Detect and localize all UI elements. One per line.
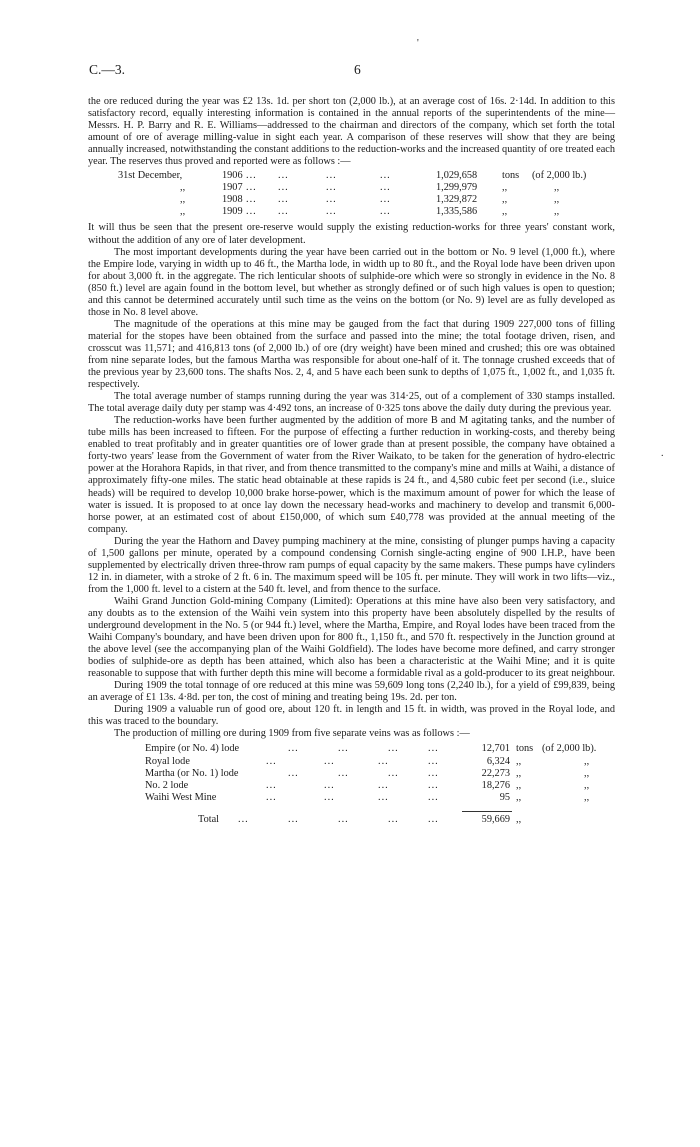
leader-dots: ... xyxy=(380,170,391,182)
paragraph-grand-junction: Waihi Grand Junction Gold-mining Company (Limited): Operations at this mine have also been very satisfactory, and any doubts as to the extension of the Waihi vein system into this property have been absolutely dispelled by the results of underground development in the No. 5 (or 944 ft.) level, where the Martha, Empire, and Royal lodes have been traced from the Waihi Company's boundary, and have been driven upon for 800 ft., 1,150 ft., and 570 ft. respectively in the Junction ground at the above level (see the accompanying plan of the Waihi Goldfield). The lodes have become more defined, and carry stronger bodies of sulphide-ore as depth has been attained, which also has been a characteristic at the Waihi Mine; and it is quite reasonable to suppose that with further depth this mine will become a formidable rival as a gold-producer to its great neighbour. xyxy=(88,595,615,680)
paragraph-developments: The most important developments during the year have been carried out in the bottom or No. 9 level (1,000 ft.), where the Empire lode, varying in width up to 46 ft., the Martha lode, in width up to 80 ft., and the Royal lode have been driven upon for about 3,000 ft. in the aggregate. The rich lenticular shoots of sulphide-ore which were so strongly in evidence in the No. 8 (850 ft.) level are again found in the bottom level, but whether as strongly defined or of such high values is open to question; and this cannot be determined accurately until such time as the veins on the bottom (or No. 9) level are as fully developed as those in No. 8 level above. xyxy=(88,246,615,318)
paragraph-pumping: During the year the Hathorn and Davey pumping machinery at the mine, consisting of plunger pumps having a capacity of 1,500 gallons per minute, operated by a compound condensing Cornish single-acting engine of 900 I.H.P., have been supplemented by electrically driven three-throw ram pumps of equal capacity by the same makers. These pumps have cylinders 12 in. in diameter, with a stroke of 2 ft. 6 in. The maximum speed will be 105 ft. per minute. They will work in two lifts—viz., from the 1,000 ft. level to a cistern at the 540 ft. level, and from thence to the surface. xyxy=(88,535,615,595)
paragraph-production-intro: The production of milling ore during 1909 from five separate veins was as follows :— xyxy=(114,728,470,740)
leader-dots: ... xyxy=(246,182,257,194)
ditto-mark: ,, xyxy=(516,813,522,825)
leader-dots: ... xyxy=(378,779,389,791)
reserves-year: 1906 xyxy=(222,170,243,182)
lode-tonnage: 6,324 xyxy=(486,755,510,767)
page-header xyxy=(0,62,700,78)
leader-dots: ... xyxy=(266,755,277,767)
lode-name: Empire (or No. 4) lode xyxy=(145,743,240,755)
production-total-row xyxy=(88,814,615,826)
body-text xyxy=(88,96,615,826)
leader-dots: ... xyxy=(428,743,439,755)
reserves-row xyxy=(88,194,615,206)
ditto-mark: ,, xyxy=(584,767,590,779)
total-tonnage: 59,669 xyxy=(481,813,510,825)
production-row xyxy=(88,780,615,792)
page-number: 6 xyxy=(354,62,361,77)
leader-dots: ... xyxy=(246,170,257,182)
production-row xyxy=(88,768,615,780)
ditto-mark: ,, xyxy=(502,194,508,206)
paragraph-stamps: The total average number of stamps running during the year was 314·25, out of a complement of 330 stamps installed. The total average daily duty per stamp was 4·492 tons, an increase of 0·325 tons above the daily duty during the previous year. xyxy=(88,391,615,415)
lode-name: Royal lode xyxy=(145,755,190,767)
leader-dots: ... xyxy=(324,791,335,803)
reserves-table xyxy=(88,170,615,218)
reserves-year: 1908 xyxy=(222,194,243,206)
leader-dots: ... xyxy=(428,813,439,825)
leader-dots: ... xyxy=(288,813,299,825)
leader-dots: ... xyxy=(388,743,399,755)
leader-dots: ... xyxy=(288,767,299,779)
document-code: C.—3. xyxy=(89,62,126,77)
ditto-mark: ,, xyxy=(180,194,186,206)
leader-dots: ... xyxy=(266,791,277,803)
leader-dots: ... xyxy=(278,206,289,218)
reserves-row xyxy=(88,170,615,182)
ditto-mark: ,, xyxy=(584,755,590,767)
leader-dots: ... xyxy=(278,170,289,182)
leader-dots: ... xyxy=(428,767,439,779)
leader-dots: ... xyxy=(428,791,439,803)
ditto-mark: ,, xyxy=(180,206,186,218)
leader-dots: ... xyxy=(278,182,289,194)
leader-dots: ... xyxy=(326,206,337,218)
leader-dots: ... xyxy=(388,767,399,779)
leader-dots: ... xyxy=(338,743,349,755)
ditto-mark: ,, xyxy=(502,182,508,194)
lode-tonnage: 12,701 xyxy=(481,743,510,755)
leader-dots: ... xyxy=(326,170,337,182)
production-row xyxy=(88,743,615,755)
paragraph-magnitude: The magnitude of the operations at this mine may be gauged from the fact that during 1909 227,000 tons of filling material for the stopes have been obtained from the surface and passed into the mine; the total footage driven, risen, and crosscut was 11,571; and 416,813 tons (of 2,000 lb.) of ore (dry weight) have been mined and crushed; this ore was obtained from nine separate lodes, but the famous Martha was responsible for about one-half of it. The tonnage crushed exceeds that of the previous year by 23,600 tons. The shafts Nos. 2, 4, and 5 have each been sunk to depths of 1,075 ft., 1,002 ft., and 1,035 ft. respectively. xyxy=(88,318,615,391)
reserves-value: 1,335,586 xyxy=(436,206,478,218)
paragraph-royal-lode: During 1909 a valuable run of good ore, about 120 ft. in length and 15 ft. in width, was proved in the Royal lode, and this was traced to the boundary. xyxy=(88,704,615,728)
lode-name: Martha (or No. 1) lode xyxy=(145,767,239,779)
reserves-year: 1909 xyxy=(222,206,243,218)
reserves-row xyxy=(88,182,615,194)
leader-dots: ... xyxy=(324,755,335,767)
ditto-mark: ,, xyxy=(584,791,590,803)
production-unit-note: (of 2,000 lb). xyxy=(542,743,597,755)
lode-name: No. 2 lode xyxy=(145,779,189,791)
ditto-mark: ,, xyxy=(516,755,522,767)
ditto-mark: ,, xyxy=(554,194,560,206)
production-row xyxy=(88,756,615,768)
leader-dots: ... xyxy=(278,194,289,206)
reserves-row xyxy=(88,206,615,218)
reserves-date-label: 31st December, xyxy=(118,170,183,182)
ditto-mark: ,, xyxy=(516,767,522,779)
leader-dots: ... xyxy=(324,779,335,791)
production-unit: tons xyxy=(516,743,534,755)
page-mark: ' xyxy=(417,38,419,49)
leader-dots: ... xyxy=(266,779,277,791)
leader-dots: ... xyxy=(388,813,399,825)
production-row xyxy=(88,792,615,804)
ditto-mark: ,, xyxy=(516,779,522,791)
leader-dots: ... xyxy=(428,779,439,791)
ditto-mark: ,, xyxy=(502,206,508,218)
total-rule xyxy=(462,811,512,812)
leader-dots: ... xyxy=(246,206,257,218)
leader-dots: ... xyxy=(338,813,349,825)
ditto-mark: ,, xyxy=(180,182,186,194)
paragraph-reduction-works: The reduction-works have been further augmented by the addition of more B and M agitating tanks, and the number of tube mills has been increased to fifteen. For the purpose of effecting a further reduction in working-costs, and thereby being enabled to treat profitably and in greater quantities ore of lower grade than at present possible, the company have obtained a forty-two years' lease from the Government of water from the River Waikato, to be taken for the generation of hydro-electric power at the Horahora Rapids, in that river, and from thence transmitted to the company's mine and mills at Waihi, a distance of approximately fifty-one miles. The static head obtainable at these rapids is 24 ft., and 4,580 cubic feet per second (i.e., sluice heads) will be required to develop 10,000 brake horse-power, which is the maximum amount of power for which the lease of water is issued. It is proposed to at once lay down the necessary head-works and machinery to develop and transmit 6,000-horse power, at an estimated cost of about £150,000, of which sum £40,778 was provided at the annual meeting of the company. xyxy=(88,415,615,535)
lode-tonnage: 22,273 xyxy=(481,767,510,779)
leader-dots: ... xyxy=(428,755,439,767)
paragraph-ore-reduced: the ore reduced during the year was £2 13s. 1d. per short ton (2,000 lb.), at an average cost of 16s. 2·14d. In addition to this satisfactory record, equally interesting information is contained in the annual reports of the superintendents of the mine—Messrs. H. P. Barry and R. E. Williams—addressed to the chairman and directors of the company, which set forth the total amount of ore of average milling-value in sight each year. A comparison of these reserves will show that they are being annually increased, notwithstanding the constant additions to the reduction-works and the increased quantity of ore treated each year. The reserves thus proved and reported were as follows :— xyxy=(88,96,615,168)
leader-dots: ... xyxy=(380,206,391,218)
lode-tonnage: 18,276 xyxy=(481,779,510,791)
lode-tonnage: 95 xyxy=(499,791,510,803)
ditto-mark: ,, xyxy=(554,206,560,218)
leader-dots: ... xyxy=(338,767,349,779)
leader-dots: ... xyxy=(246,194,257,206)
ditto-mark: ,, xyxy=(516,791,522,803)
leader-dots: ... xyxy=(288,743,299,755)
leader-dots: ... xyxy=(326,182,337,194)
leader-dots: ... xyxy=(380,194,391,206)
leader-dots: ... xyxy=(378,755,389,767)
reserves-value: 1,329,872 xyxy=(436,194,478,206)
lode-name: Waihi West Mine xyxy=(145,791,217,803)
ditto-mark: ,, xyxy=(554,182,560,194)
reserves-value: 1,029,658 xyxy=(436,170,478,182)
reserves-unit: tons xyxy=(502,170,520,182)
leader-dots: ... xyxy=(238,813,249,825)
leader-dots: ... xyxy=(326,194,337,206)
leader-dots: ... xyxy=(378,791,389,803)
leader-dots: ... xyxy=(380,182,391,194)
paragraph-tonnage-1909: During 1909 the total tonnage of ore reduced at this mine was 59,609 long tons (2,240 lb.), for a yield of £99,839, being an average of £1 13s. 4·8d. per ton, the cost of mining and treating being 19s. 2d. per ton. xyxy=(88,680,615,704)
production-table xyxy=(88,743,615,825)
ditto-mark: ,, xyxy=(584,779,590,791)
total-label: Total xyxy=(198,813,220,825)
margin-dot: . xyxy=(661,448,664,459)
paragraph-three-years: It will thus be seen that the present ore-reserve would supply the existing reduction-works for three years' constant work, without the addition of any ore of later development. xyxy=(88,222,615,246)
reserves-value: 1,299,979 xyxy=(436,182,478,194)
reserves-unit-note: (of 2,000 lb.) xyxy=(532,170,587,182)
reserves-year: 1907 xyxy=(222,182,243,194)
